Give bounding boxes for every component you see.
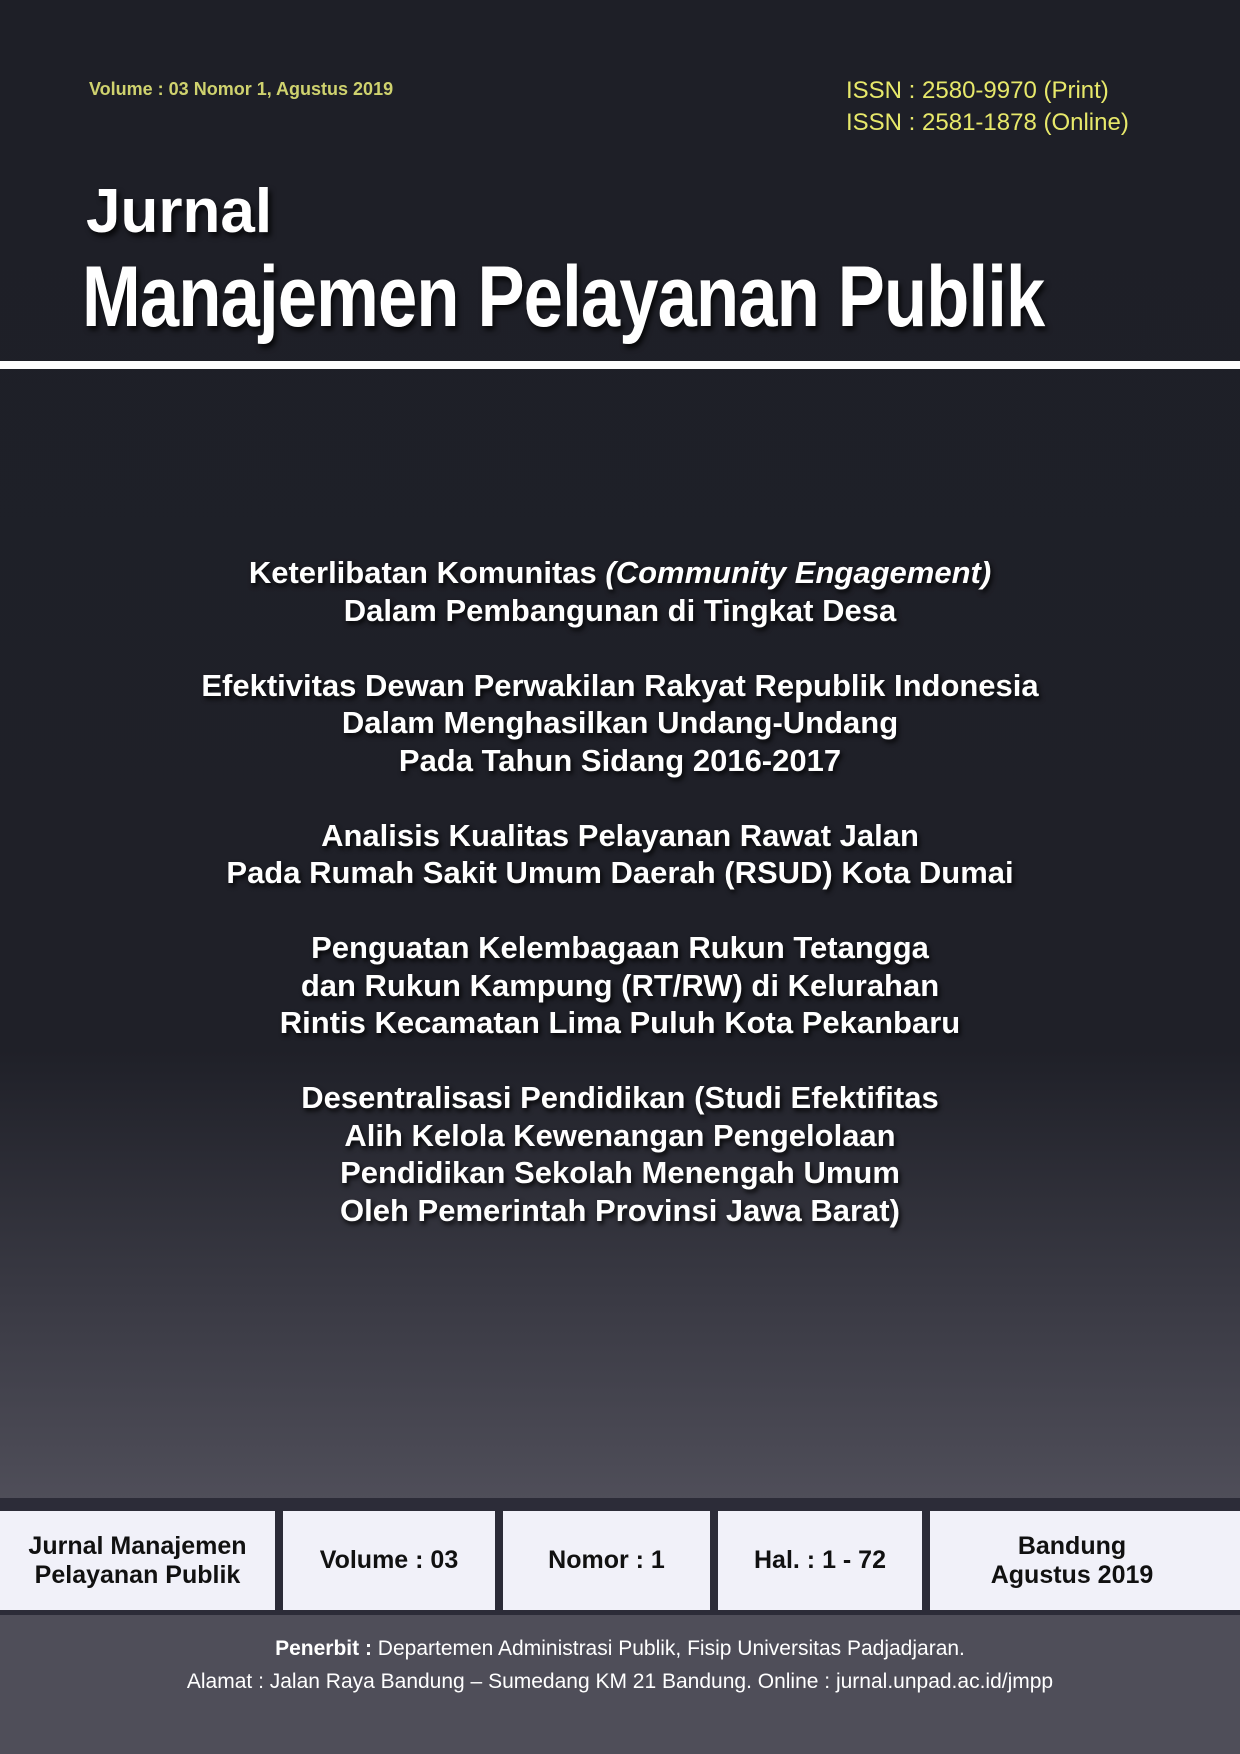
info-nomor: Nomor : 1 — [503, 1511, 710, 1610]
article-list — [0, 554, 1240, 1267]
info-place-date: Bandung Agustus 2019 — [930, 1511, 1240, 1610]
info-volume: Volume : 03 — [283, 1511, 495, 1610]
publisher-line: Penerbit : Departemen Administrasi Publik, Fisip Universitas Padjadjaran. — [275, 1637, 965, 1660]
journal-title: Manajemen Pelayanan Publik — [82, 249, 1045, 345]
info-journal-name: Jurnal Manajemen Pelayanan Publik — [0, 1511, 275, 1610]
issn-online: ISSN : 2581-1878 (Online) — [846, 109, 1129, 136]
info-pages: Hal. : 1 - 72 — [718, 1511, 922, 1610]
address-line: Alamat : Jalan Raya Bandung – Sumedang KM 21 Bandung. Online : jurnal.unpad.ac.id/jmpp — [186, 1670, 1054, 1693]
issn-block — [846, 75, 1129, 139]
publisher-footer — [0, 1632, 1240, 1698]
issn-print: ISSN : 2580-9970 (Print) — [846, 77, 1109, 104]
article-title: Efektivitas Dewan Perwakilan Rakyat Republik Indonesia Dalam Menghasilkan Undang-Undang Pada Tahun Sidang 2016-2017 — [201, 667, 1039, 778]
article-title: Keterlibatan Komunitas (Community Engagement) Dalam Pembangunan di Tingkat Desa — [248, 555, 992, 628]
article-title: Analisis Kualitas Pelayanan Rawat Jalan Pada Rumah Sakit Umum Daerah (RSUD) Kota Dumai — [226, 817, 1014, 890]
article-title: Penguatan Kelembagaan Rukun Tetangga dan Rukun Kampung (RT/RW) di Kelurahan Rintis Kecamatan Lima Puluh Kota Pekanbaru — [279, 930, 961, 1040]
volume-issue-label: Volume : 03 Nomor 1, Agustus 2019 — [89, 79, 394, 99]
journal-label: Jurnal — [86, 177, 273, 246]
article-title: Desentralisasi Pendidikan (Studi Efektifitas Alih Kelola Kewenangan Pengelolaan Pendidikan Sekolah Menengah Umum Oleh Pemerintah Provinsi Jawa Barat) — [301, 1080, 939, 1228]
header-divider — [0, 361, 1240, 369]
